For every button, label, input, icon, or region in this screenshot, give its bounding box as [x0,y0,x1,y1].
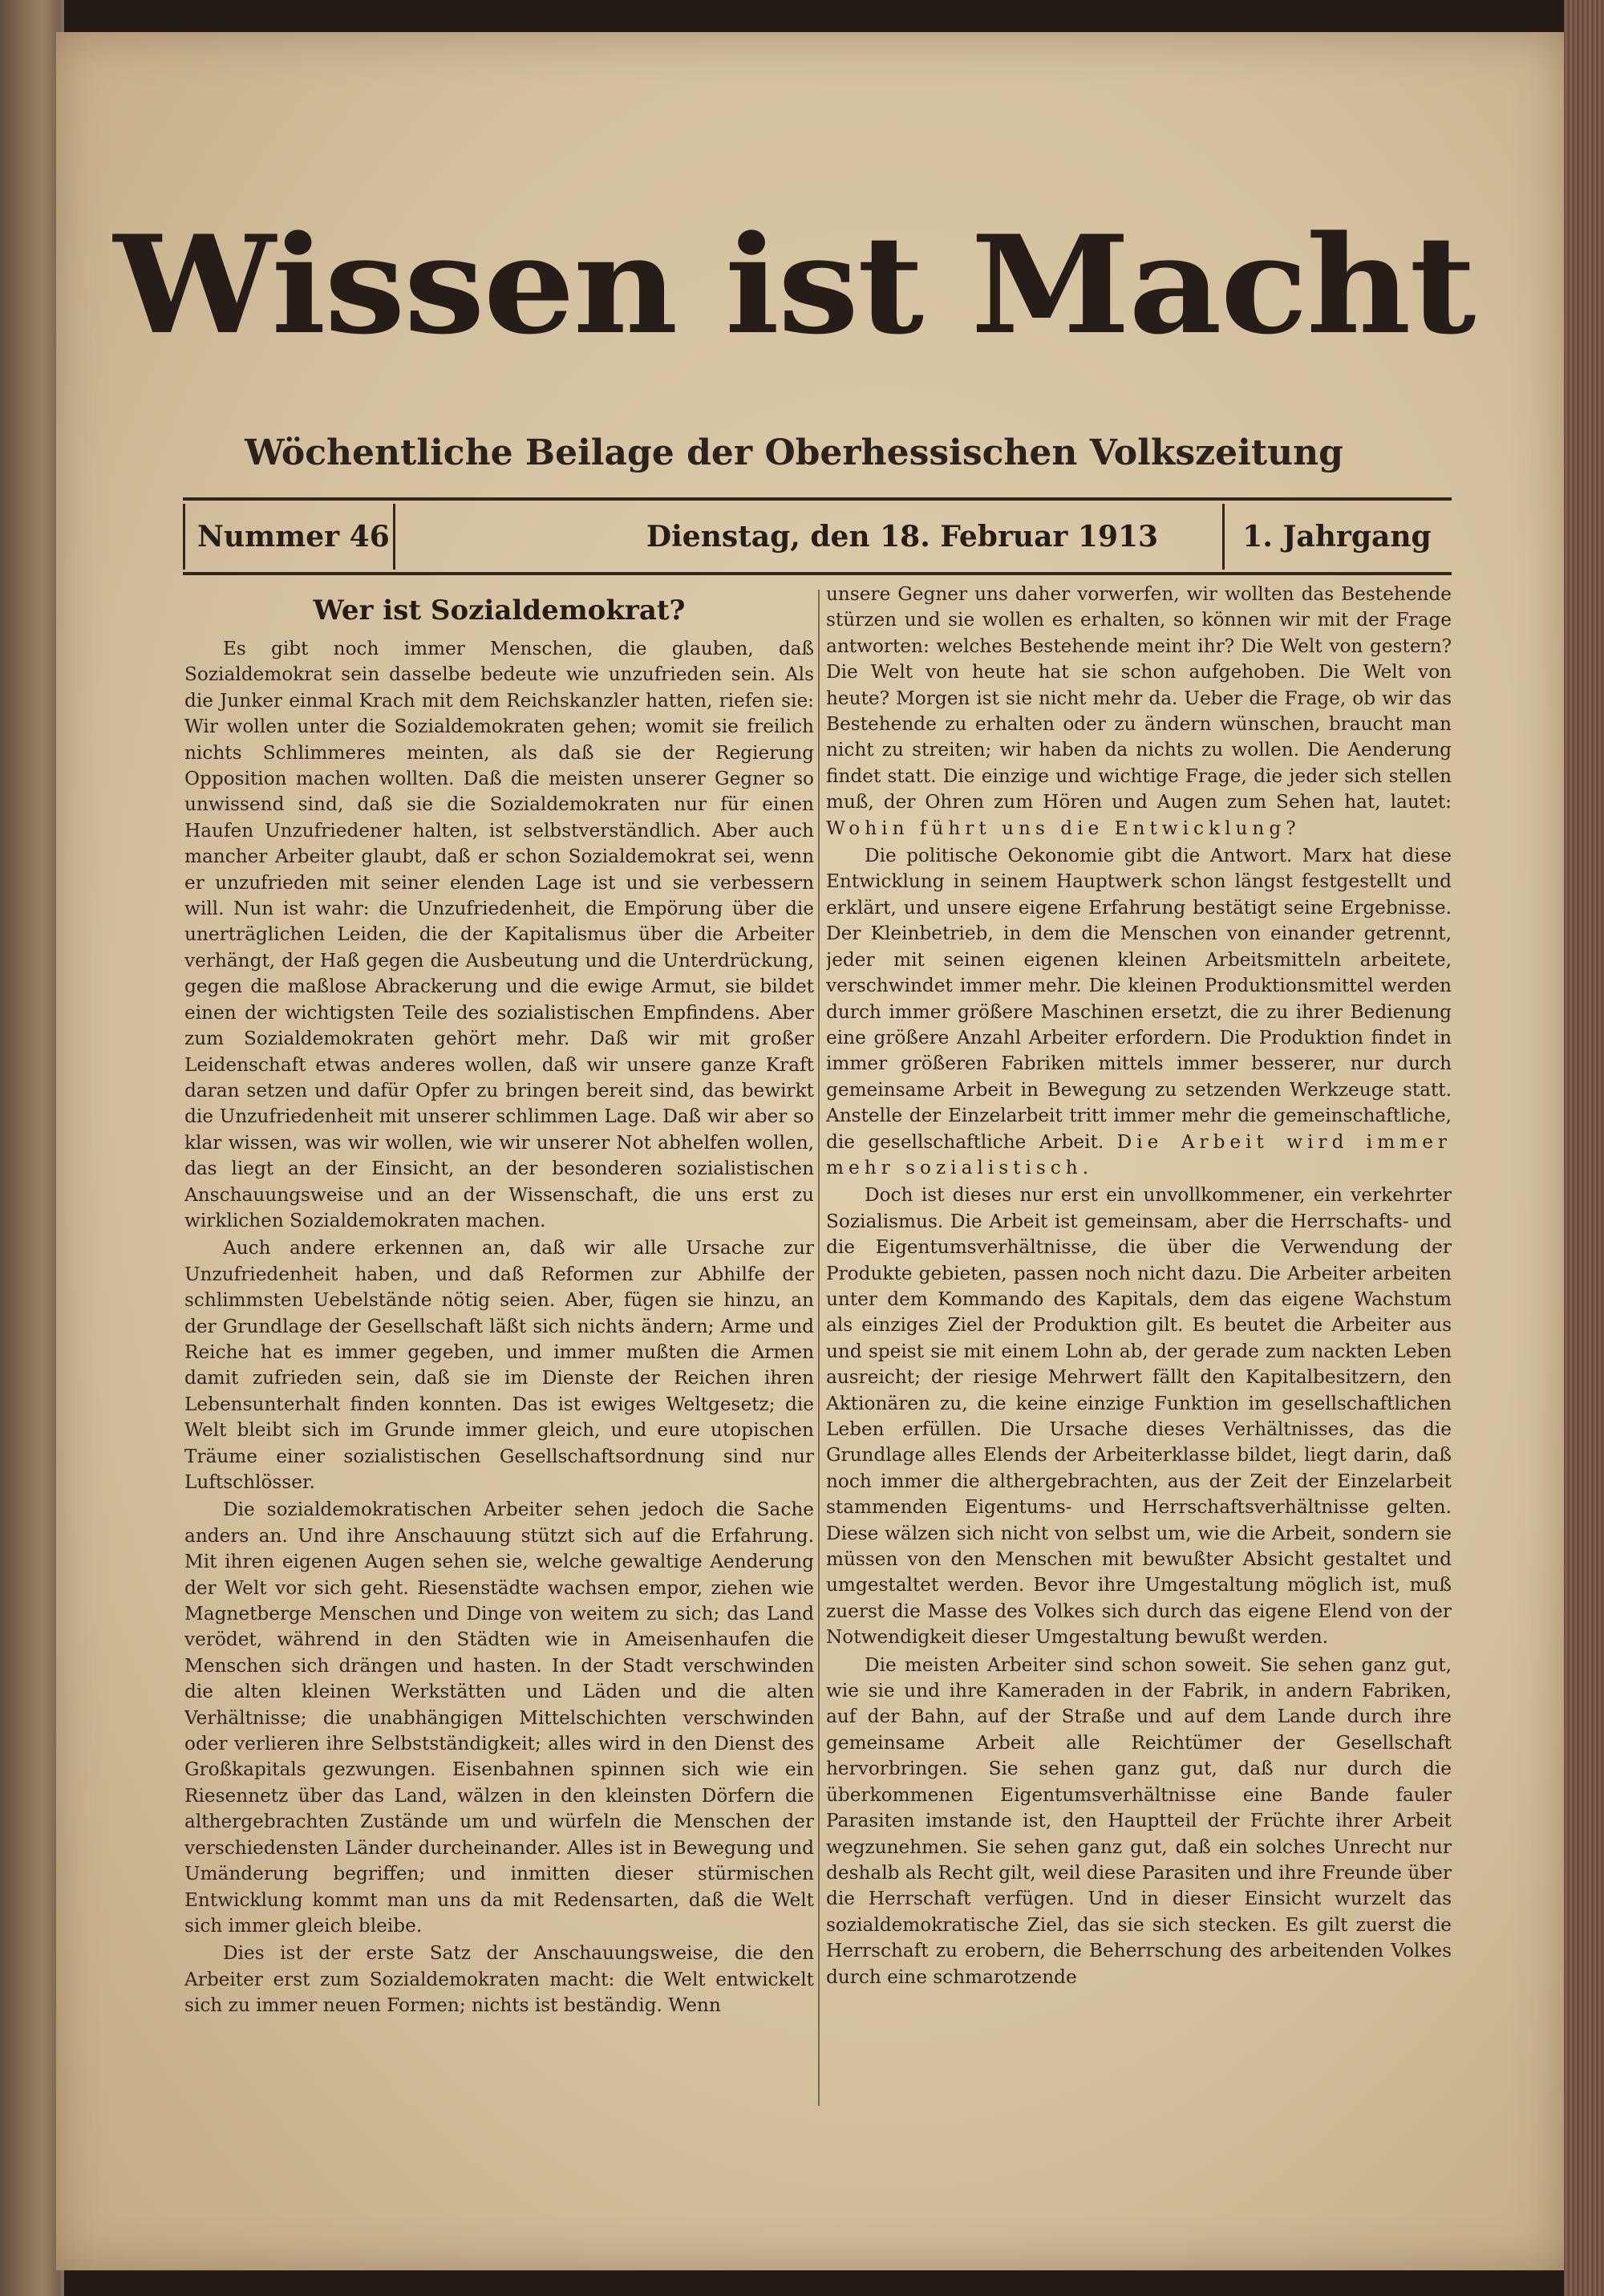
article-paragraph: Die meisten Arbeiter sind schon soweit. Sie sehen ganz gut, wie sie und ihre Kameraden in der Fabrik, in andern Fabriken, auf der Bahn, auf der Straße und auf dem Lande durch ihre gemeinsame Arbeit alle Reichtümer der Gesellschaft hervorbringen. Sie sehen ganz gut, daß nur durch die überkommenen Eigentumsverhältnisse eine Bande fauler Parasiten imstande ist, den Hauptteil der Früchte ihrer Arbeit wegzunehmen. Sie sehen ganz gut, daß ein solches Unrecht nur deshalb als Recht gilt, weil diese Parasiten und ihre Freunde über die Herrschaft verfügen. Und in dieser Einsicht wurzelt das sozialdemokratische Ziel, das sie sich stecken. Es gilt zuerst die Herrschaft zu erobern, die Beherrschung des arbeitenden Volkes durch eine schmarotzende [826,1653,1452,1988]
article-headline: Wer ist Sozialdemokrat? [313,594,686,627]
emphasized-statement: Die Arbeit wird immer mehr sozialistisch. [826,1130,1452,1178]
paragraph-text: Die politische Oekonomie gibt die Antwort. Marx hat diese Entwicklung in seinem Hauptwerk schon längst festgestellt und erklärt, und unsere eigene Erfahrung bestätigt seine Ergebnisse. Der Kleinbetrieb, in dem die Menschen von einander getrennt, jeder mit seinen eigenen kleinen Arbeitsmitteln arbeitete, verschwindet immer mehr. Die kleinen Produktionsmittel werden durch immer größere Maschinen ersetzt, die zu ihrer Bedienung eine größere Anzahl Arbeiter erfordern. Die Produktion findet in immer größeren Fabriken mittels immer besserer, nur durch gemeinsame Arbeit in Bewegung zu setzenden Werkzeuge statt. Anstelle der Einzelarbeit tritt immer mehr die gemeinschaftliche, die gesellschaftliche Arbeit. [826,845,1452,1153]
column-divider [818,590,820,2106]
book-binding-right [1564,0,1604,2296]
issue-number: Nummer 46 [197,520,390,554]
article-column-left [184,582,814,2146]
article-paragraph: Dies ist der erste Satz der Anschauungsweise, die den Arbeiter erst zum Sozialdemokraten macht: die Welt entwickelt sich zu immer neuen Formen; nichts ist beständig. Wenn [184,1942,814,2017]
article-column-right [826,582,1452,2146]
book-binding-left [0,0,60,2296]
masthead-title: Wissen ist Macht [113,205,1475,364]
issue-bar-bottom-rule [183,572,1452,575]
paragraph-text: unsere Gegner uns daher vorwerfen, wir wollten das Bestehende stürzen und sie wollen es erhalten, so können wir mit der Frage antworten: welches Bestehende meint ihr? Die Welt von gestern? Die Welt von heute hat sie schon aufgehoben. Die Welt von heute? Morgen ist sie nicht mehr da. Ueber die Frage, ob wir das Bestehende zu erhalten oder zu ändern wünschen, braucht man nicht zu streiten; wir haben da nichts zu wollen. Die Aenderung findet statt. Die einzige und wichtige Frage, die jeder sich stellen muß, der Ohren zum Hören und Augen zum Sehen hat, lautet: [826,583,1452,813]
issue-bar [183,504,1452,570]
article-paragraph-continued [826,582,1452,842]
article-paragraph [826,843,1452,1181]
masthead-subtitle: Wöchentliche Beilage der Oberhessischen Volkszeitung [245,432,1343,473]
issue-volume: 1. Jahrgang [1242,520,1432,554]
article-paragraph: Es gibt noch immer Menschen, die glauben, daß Sozialdemokrat sein dasselbe bedeute wie unzufrieden sein. Als die Junker einmal Krach mit dem Reichskanzler hatten, riefen sie: Wir wollen unter die Sozialdemokraten gehen; womit sie freilich nichts Schlimmeres meinten, als daß sie der Regierung Opposition machen wollten. Daß die meisten unserer Gegner so unwissend sind, daß sie die Sozialdemokraten nur für einen Haufen Unzufriedener halten, ist selbstverständlich. Aber auch mancher Arbeiter glaubt, daß er schon Sozialdemokrat sei, wenn er unzufrieden mit seiner elenden Lage ist und sie verbessern will. Nun ist wahr: die Unzufriedenheit, die Empörung über die unerträglichen Leiden, die der Kapitalismus über die Arbeiter verhängt, der Haß gegen die Ausbeutung und die Unterdrückung, gegen die maßlose Abrackerung und die ewige Armut, sie bildet einen der wichtigsten Teile des sozialistischen Empfindens. Aber zum Sozialdemokraten gehört mehr. Daß wir mit großer Leidenschaft etwas anderes wollen, daß wir unsere ganze Kraft daran setzen und dafür Opfer zu bringen bereit sind, das bewirkt die Unzufriedenheit mit unserer schlimmen Lage. Daß wir aber so klar wissen, was wir wollen, wie wir unserer Not abhelfen wollen, das liegt an der Einsicht, an der besonderen sozialistischen Anschauungsweise und an der Wissenschaft, die uns erst zu wirklichen Sozialdemokraten machen. [184,638,814,1231]
article-paragraph: Auch andere erkennen an, daß wir alle Ursache zur Unzufriedenheit haben, und daß Reformen zur Abhilfe der schlimmsten Uebelstände nötig seien. Aber, fügen sie hinzu, an der Grundlage der Gesellschaft läßt sich nichts ändern; Arme und Reiche hat es immer gegeben, und immer mußten die Armen damit zufrieden sein, daß sie im Dienste der Reichen ihren Lebensunterhalt finden konnten. Das ist ewiges Weltgesetz; die Welt bleibt sich im Grunde immer gleich, und eure utopischen Träume einer sozialistischen Gesellschaftsordnung sind nur Luftschlösser. [184,1237,814,1493]
article-paragraph: Die sozialdemokratischen Arbeiter sehen jedoch die Sache anders an. Und ihre Anschauung stützt sich auf die Erfahrung. Mit ihren eigenen Augen sehen sie, welche gewaltige Aenderung der Welt vor sich geht. Riesenstädte wachsen empor, ziehen wie Magnetberge Menschen und Dinge von weitem zu sich; das Land verödet, während in den Städten wie in Ameisenhaufen die Menschen sich drängen und hasten. In der Stadt verschwinden die alten kleinen Werkstätten und Läden und die alten Verhältnisse; die unabhängigen Mittelschichten verschwinden oder verlieren ihre Selbstständigkeit; alles wird in den Dienst des Großkapitals gezwungen. Eisenbahnen spinnen sich wie ein Riesennetz über das Land, wälzen in den kleinsten Dörfern die althergebrachten Zustände um und würfeln die Menschen der verschiedensten Länder durcheinander. Alles ist in Bewegung und Umänderung begriffen; und inmitten dieser stürmischen Entwicklung kommt man uns da mit Redensarten, daß die Welt sich immer gleich bleibe. [184,1499,814,1937]
emphasized-question: Wohin führt uns die Entwicklung? [826,817,1301,839]
issue-date: Dienstag, den 18. Februar 1913 [646,520,1159,554]
issue-bar-left-edge [183,504,185,570]
article-paragraph: Doch ist dieses nur erst ein unvollkommener, ein verkehrter Sozialismus. Die Arbeit ist gemeinsam, aber die Herrschafts- und die Eigentumsverhältnisse, die über die Verwendung der Produkte gebieten, passen noch nicht dazu. Die Arbeiter arbeiten unter dem Kommando des Kapitals, dem das eigene Wachstum als einziges Ziel der Produktion gilt. Es beutet die Arbeiter aus und speist sie mit einem Lohn ab, der gerade zum nackten Leben ausreicht; der riesige Mehrwert fällt den Kapitalbesitzern, den Aktionären zu, die keine einzige Funktion im gesellschaftlichen Leben erfüllen. Die Ursache dieses Verhältnisses, das die Grundlage alles Elends der Arbeiterklasse bildet, liegt darin, daß noch immer die althergebrachten, aus der Zeit der Einzelarbeit stammenden Eigentums- und Herrschaftsverhältnisse gelten. Diese wälzen sich nicht von selbst um, wie die Arbeit, sondern sie müssen von den Menschen mit bewußter Absicht gestaltet und umgestaltet werden. Bevor ihre Umgestaltung möglich ist, muß zuerst die Masse des Volkes sich durch das eigene Elend von der Notwendigkeit dieser Umgestaltung bewußt werden. [826,1184,1452,1649]
issue-bar-top-rule [183,497,1452,501]
